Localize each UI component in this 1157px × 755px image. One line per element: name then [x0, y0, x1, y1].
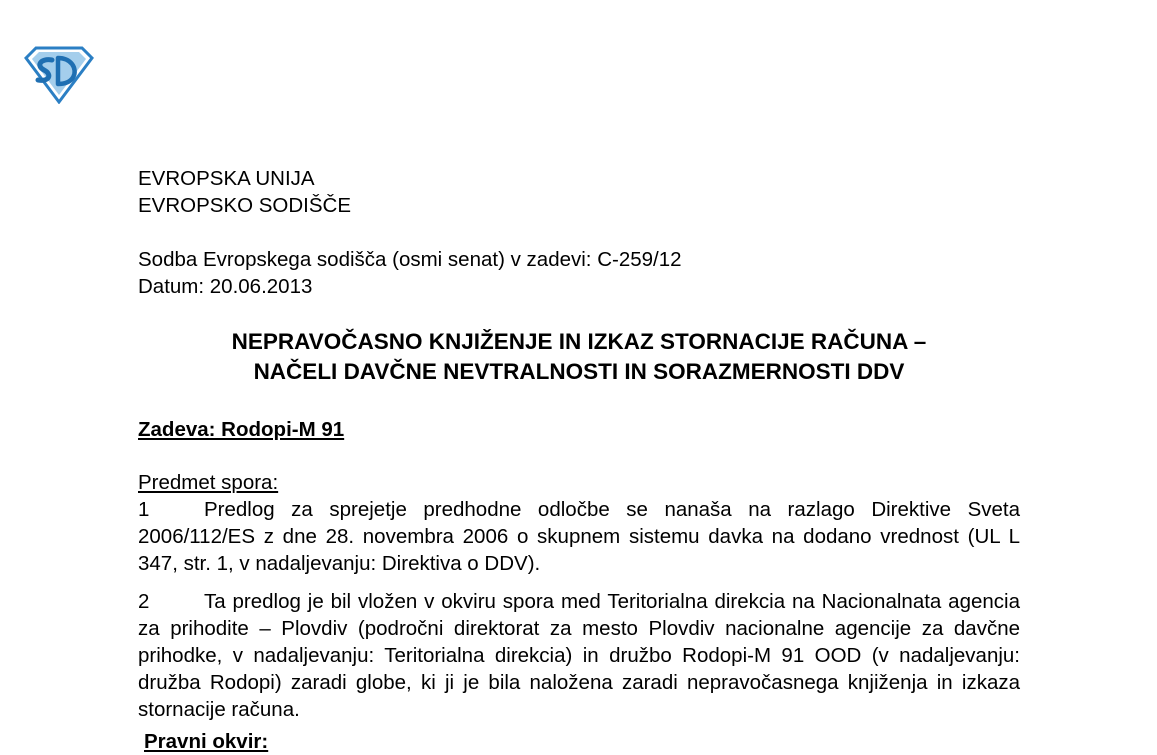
- header-line-2: EVROPSKO SODIŠČE: [138, 194, 352, 217]
- paragraph-text: Predlog za sprejetje predhodne odločbe se nanaša na razlago Direktive Sveta 2006/112/ES z dne 28. novembra 2006 o skupnem sistemu davka na dodano vrednost (UL L 347, str. 1, v nadaljevanju: Direktiva o DDV).: [138, 498, 1020, 575]
- document-title: [138, 327, 1020, 387]
- paragraph-number: 1: [138, 498, 150, 521]
- sd-shield-logo-icon: [22, 46, 96, 104]
- case-info: [138, 246, 1020, 300]
- paragraph-number: 2: [138, 590, 150, 613]
- case-reference: Sodba Evropskega sodišča (osmi senat) v zadevi: C-259/12: [138, 248, 682, 271]
- section-heading-legal-framework: Pravni okvir:: [144, 730, 269, 753]
- title-line-1: NEPRAVOČASNO KNJIŽENJE IN IZKAZ STORNACIJE RAČUNA –: [231, 329, 927, 354]
- case-subject: Zadeva: Rodopi-M 91: [138, 418, 345, 441]
- title-line-2: NAČELI DAVČNE NEVTRALNOSTI IN SORAZMERNOSTI DDV: [253, 359, 905, 384]
- header-line-1: EVROPSKA UNIJA: [138, 167, 315, 190]
- paragraph-1: [138, 496, 1020, 577]
- paragraph-2: [138, 588, 1020, 723]
- court-header: [138, 165, 1020, 219]
- paragraph-text: Ta predlog je bil vložen v okviru spora med Teritorialna direkcia na Nacionalnata agencia za prihodite – Plovdiv (področni direktorat za mesto Plovdiv nacionalne agencije za davčne prihodke, v nadaljevanju: Teritorialna direkcia) in družbo Rodopi-M 91 OOD (v nadaljevanju: družba Rodopi) zaradi globe, ki ji je bila naložena zaradi nepravočasnega knjiženja in izkaza stornacije računa.: [138, 590, 1020, 721]
- case-date: Datum: 20.06.2013: [138, 275, 313, 298]
- section-heading-subject-matter: Predmet spora:: [138, 471, 279, 494]
